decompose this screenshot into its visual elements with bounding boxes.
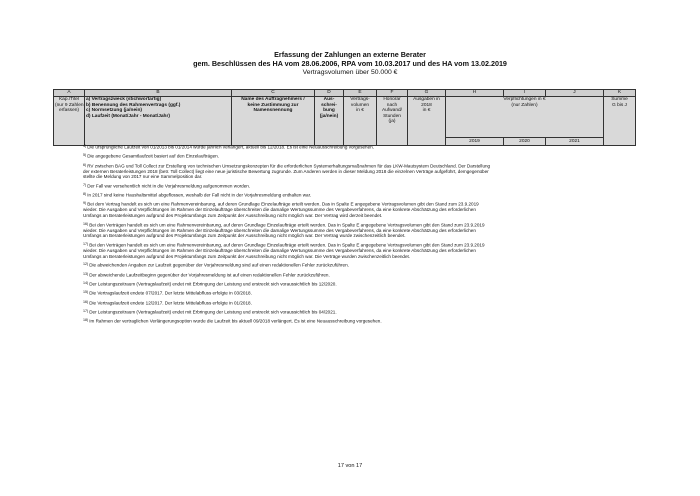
year-2020: 2020: [504, 138, 546, 146]
column-letter-row: [54, 90, 636, 97]
year-2019: 2019: [446, 138, 504, 146]
footnote: $^{6)}$RV zwischen BAG und Toll Collect zur Erstellung von technischen Umsetzungskonzepten für die erforderlichen Systemerhaltungsmaßnahmen für das LKW-Mautsystem Deutschland. Der Darstellung der externen Beraterleistungen 2018 (betr. Toll Collect) liegt eine neue juristische Bewertung zugrunde. Zum Anderen werden in dieser Meldung 2018 die einzelnen Verträge aufgeführt, demgegenüber stellte die Meldung von 2017 nur eine Sammelposition dar.: [83, 162, 491, 180]
column-letter: F: [377, 90, 408, 97]
column-letter: I: [504, 90, 546, 97]
footnote: $^{15)}$Die Vertragslaufzeit endete 07/2017. Der letzte Mittelabfluss erfolgte in 03/2018.: [83, 290, 252, 296]
footnote: $^{7)}$Der Fall war versehentlich nicht in die Vorjahresmeldung aufgenommen worden.: [83, 182, 251, 189]
footnote: $^{13)}$Der abweichende Laufzeitbeginn gegenüber der Vorjahresmeldung ist auf einen redaktionellen Fehler zurückzuführen.: [83, 271, 330, 278]
document-scope: Vertragsvolumen über 50.000 €: [302, 69, 398, 76]
year-2021: 2021: [546, 138, 604, 146]
footnote: $^{18)}$Im Rahmen der vertraglichen Verlängerungsoption wurde die Laufzeit bis aktuell 09/2018 verlängert. Es ist eine Neuausschreibung vorgesehen.: [83, 318, 382, 324]
header-summe: Summe G bis J: [604, 97, 636, 146]
header-ausgaben-2018: Ausgaben in 2018 in €: [408, 97, 446, 146]
header-vertragsvolumen: Vertrags- volumen in €: [344, 97, 377, 146]
footnote: $^{14)}$Der Leistungszeitraum (Vertragslaufzeit) endet mit Erbringung der Leistung und erstreckt sich voraussichtlich bis 12/2020.: [83, 280, 337, 287]
footnote: $^{9)}$Bei dem Vertrag handelt es sich um eine Rahmenvereinbarung, auf deren Grundlage Einzelaufträge erteilt werden. Das in Spalte E angegebene Vertragsvolumen gibt den Stand zum 23.9.2019 wieder. Die Ausgaben und Verpflichtungen im Rahmen der Einzelaufträge überschreiten die damalige Wertungssumme des Vergabeverfahrens, da eine konkrete Abschätzung des erforderlichen Umfangs an Beraterleistungen aufgrund des Projektumfangs zum Zeitpunkt der Ausschreibung nicht möglich war. Der Vertrag wird derzeit beendet.: [83, 201, 479, 218]
column-letter: G: [408, 90, 446, 97]
header-ausschreibung: Aus- schrei- bung (ja/nein): [315, 97, 344, 146]
column-letter: A: [54, 90, 85, 97]
header-kap-titel: Kap./Titel (nur 9 Zahlen erfassen): [54, 97, 85, 146]
column-letter: J: [546, 90, 604, 97]
document-title: Erfassung der Zahlungen an externe Berater: [274, 50, 426, 59]
footnote: $^{17)}$Bei den Verträgen handelt es sich um eine Rahmenvereinbarung, auf deren Grundlage Einzelaufträge erteilt werden. Das in Spalte E angegebene Vertragsvolumen gibt den Stand zum 23.9.2019 wieder. Die Ausgaben und Verpflichtungen im Rahmen der Einzelaufträge überschreiten die damalige Wertungssumme des Vergabeverfahrens, da eine konkrete Abschätzung des erforderlichen Umfangs an Beraterleistungen aufgrund des Projektumfangs zum Zeitpunkt der Ausschreibung nicht möglich war. Die Verträge wurden zwischenzeitlich beendet.: [83, 242, 485, 259]
header-vertragszweck: a) Vertragszweck (stichwortartig) b) Benennung des Rahmenvertrags (ggf.) c) Normsetzung (ja/nein) d) Laufzeit (Monat/Jahr - Monat/Jahr): [85, 97, 232, 146]
footnote: $^{16)}$Bei den Verträgen handelt es sich um eine Rahmenvereinbarung, auf deren Grundlage Einzelaufträge erteilt werden. Das in Spalte E angegebene Vertragsvolumen gibt den Stand zum 23.9.2019 wieder. Die Ausgaben und Verpflichtungen im Rahmen der Einzelaufträge überschreiten die damalige Wertungssumme des Vergabeverfahrens, da eine konkrete Abschätzung des erforderlichen Umfangs an Beraterleistungen aufgrund des Projektumfangs zum Zeitpunkt der Ausschreibung nicht möglich war. Der Vertrag wurde zwischenzeitlich beendet.: [83, 221, 485, 239]
column-letter: K: [604, 90, 636, 97]
column-letter: B: [85, 90, 232, 97]
column-letter: C: [232, 90, 315, 97]
column-header-row: [54, 97, 636, 138]
header-verpflichtungen: Verpflichtungen in € (nur Zahlen): [446, 97, 604, 138]
page-number: 17 von 17: [337, 463, 363, 469]
header-auftragnehmer: Name des Auftragnehmers / keine Zustimmung zur Namensnennung: [232, 97, 315, 146]
document-subtitle: gem. Beschlüssen des HA vom 28.06.2006, RPA vom 10.03.2017 und des HA vom 13.02.2019: [193, 59, 507, 68]
column-letter: E: [344, 90, 377, 97]
footnote: $^{16)}$Die Vertragslaufzeit endete 12/2017. Der letzte Mittelabfluss erfolgte in 01/2018.: [83, 299, 252, 306]
payments-table: [53, 89, 636, 146]
footnote: $^{4)}$Die ursprüngliche Laufzeit von 01/2013 bis 01/2014 wurde jährlich verlängert, aktuell bis 12/2018. Es ist eine Neuausschreibung vorgesehen.: [83, 144, 374, 150]
footnote: $^{5)}$Die angegebene Gesamtlaufzeit basiert auf den Einzelaufträgen.: [83, 153, 219, 159]
column-letter: H: [446, 90, 504, 97]
footnote: $^{12)}$Die abweichenden Angaben zur Laufzeit gegenüber der Vorjahresmeldung sind auf einen redaktionellen Fehler zurückzuführen.: [83, 262, 349, 268]
footnote: $^{8)}$In 2017 sind keine Haushaltsmittel abgeflossen, weshalb der Fall nicht in der Vorjahresmeldung enthalten war.: [83, 192, 312, 198]
header-honorar: Honorar nach Aufwand/ Stunden (ja): [377, 97, 408, 146]
footnotes: [83, 144, 643, 327]
column-letter: D: [315, 90, 344, 97]
footnote: $^{17)}$Der Leistungszeitraum (Vertragslaufzeit) endet mit Erbringung der Leistung und erstreckt sich voraussichtlich bis 04/2021.: [83, 308, 337, 315]
